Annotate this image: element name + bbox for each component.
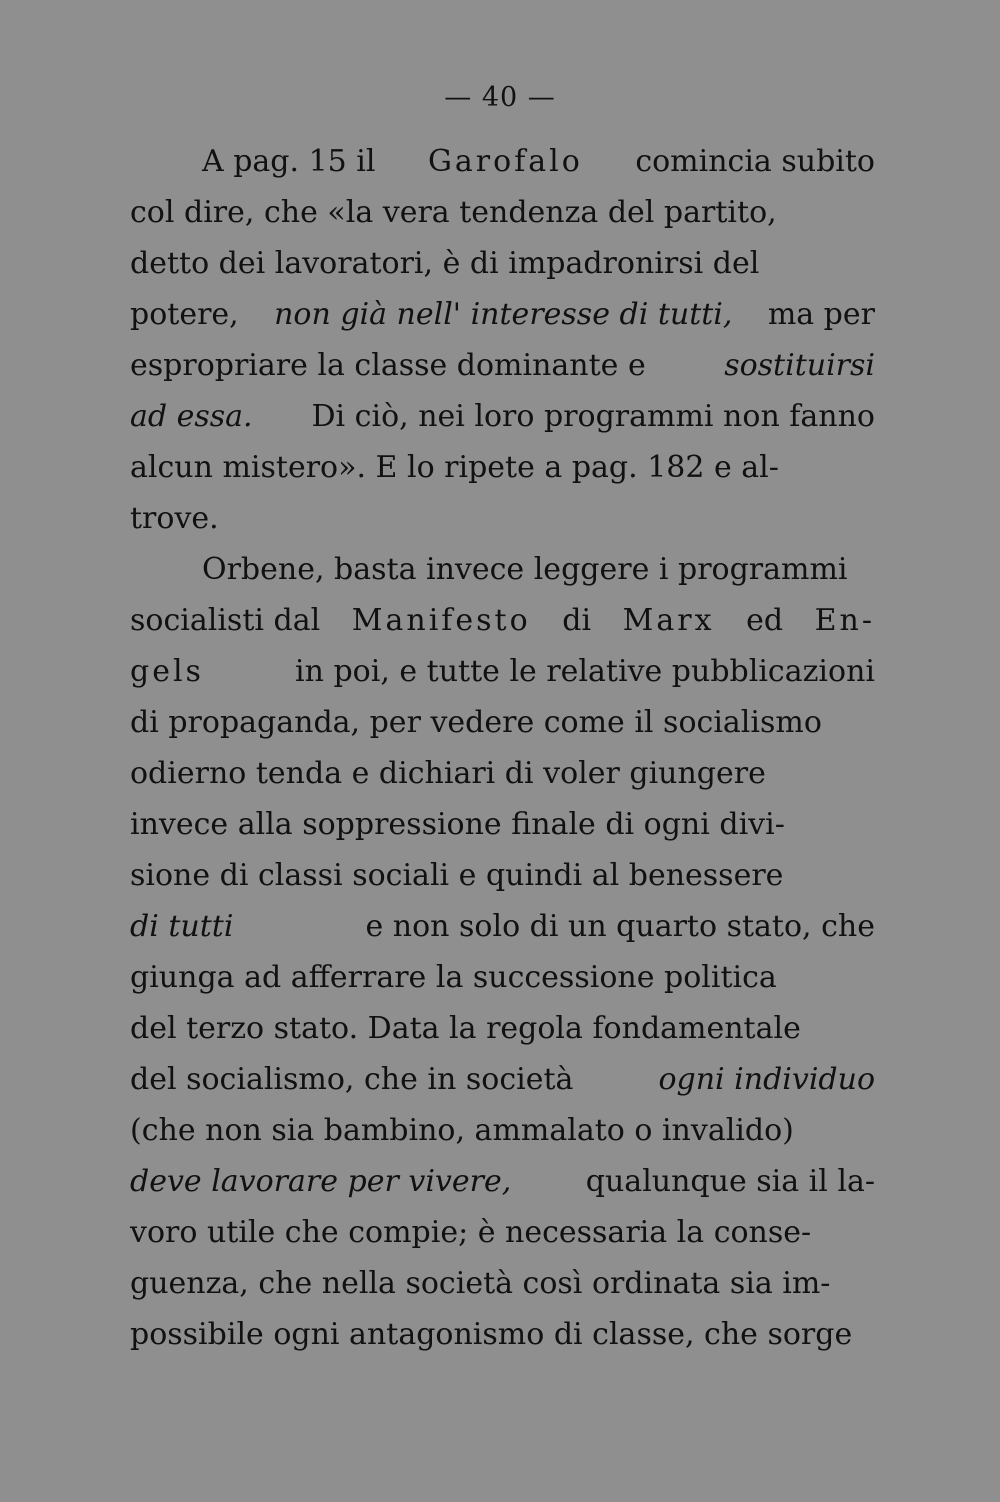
body-text (130, 136, 875, 1360)
text-line (130, 1309, 875, 1360)
text-segment: qualunque sia il la- (585, 1164, 875, 1199)
text-segment: trove. (130, 501, 219, 536)
italic-text: ogni individuo (658, 1062, 875, 1097)
text-line (130, 850, 875, 901)
spaced-text: Manifesto (351, 603, 531, 638)
text-line (130, 391, 875, 442)
text-line (130, 493, 875, 544)
text-segment: Di ciò, nei loro programmi non fanno (311, 399, 875, 434)
text-line (130, 1105, 875, 1156)
text-segment: di propaganda, per vedere come il socialismo (130, 705, 822, 740)
spaced-text: gels (130, 654, 204, 689)
italic-text: non già nell' interesse di tutti, (274, 297, 733, 332)
text-segment: odierno tenda e dichiari di voler giungere (130, 756, 766, 791)
text-line (130, 1207, 875, 1258)
text-line (130, 238, 875, 289)
text-segment: comincia subito (635, 144, 875, 179)
italic-text: deve lavorare per vivere, (130, 1164, 512, 1199)
text-line (130, 952, 875, 1003)
spaced-text: Marx (622, 603, 715, 638)
text-segment: espropriare la classe dominante e (130, 348, 646, 383)
italic-text: sostituirsi (724, 348, 875, 383)
text-segment: Orbene, basta invece leggere i programmi (202, 552, 848, 587)
text-line (130, 136, 875, 187)
text-segment: e non solo di un quarto stato, che (365, 909, 875, 944)
text-segment: ed (746, 603, 784, 638)
text-line (130, 1156, 875, 1207)
text-line (130, 187, 875, 238)
text-line (130, 1258, 875, 1309)
text-segment: invece alla soppressione finale di ogni divi- (130, 807, 785, 842)
page-number: — 40 — (444, 82, 556, 113)
spaced-text: En- (814, 603, 875, 638)
text-segment: col dire, che «la vera tendenza del partito, (130, 195, 777, 230)
spaced-text: Garofalo (427, 144, 583, 179)
text-line (130, 340, 875, 391)
text-segment: voro utile che compie; è necessaria la conse- (130, 1215, 812, 1250)
text-line (130, 1054, 875, 1105)
text-segment: in poi, e tutte le relative pubblicazioni (295, 654, 875, 689)
italic-text: di tutti (130, 909, 234, 944)
text-segment: sione di classi sociali e quindi al benessere (130, 858, 784, 893)
text-segment: A pag. 15 il (202, 144, 376, 179)
text-line (130, 1003, 875, 1054)
italic-text: ad essa. (130, 399, 253, 434)
text-line (130, 799, 875, 850)
text-segment: guenza, che nella società così ordinata sia im- (130, 1266, 831, 1301)
text-line (130, 544, 875, 595)
text-line (130, 748, 875, 799)
text-segment: del terzo stato. Data la regola fondamentale (130, 1011, 801, 1046)
text-segment: (che non sia bambino, ammalato o invalido) (130, 1113, 794, 1148)
text-segment: ma per (767, 297, 875, 332)
text-segment: socialisti dal (130, 603, 321, 638)
text-segment: alcun mistero». E lo ripete a pag. 182 e al- (130, 450, 779, 485)
text-segment: potere, (130, 297, 239, 332)
text-line (130, 697, 875, 748)
text-line (130, 289, 875, 340)
text-segment: detto dei lavoratori, è di impadronirsi del (130, 246, 760, 281)
text-line (130, 901, 875, 952)
text-line (130, 442, 875, 493)
text-segment: del socialismo, che in società (130, 1062, 574, 1097)
text-segment: giunga ad afferrare la successione politica (130, 960, 777, 995)
text-segment: possibile ogni antagonismo di classe, che sorge (130, 1317, 853, 1352)
text-segment: di (562, 603, 592, 638)
text-line (130, 646, 875, 697)
text-line (130, 595, 875, 646)
